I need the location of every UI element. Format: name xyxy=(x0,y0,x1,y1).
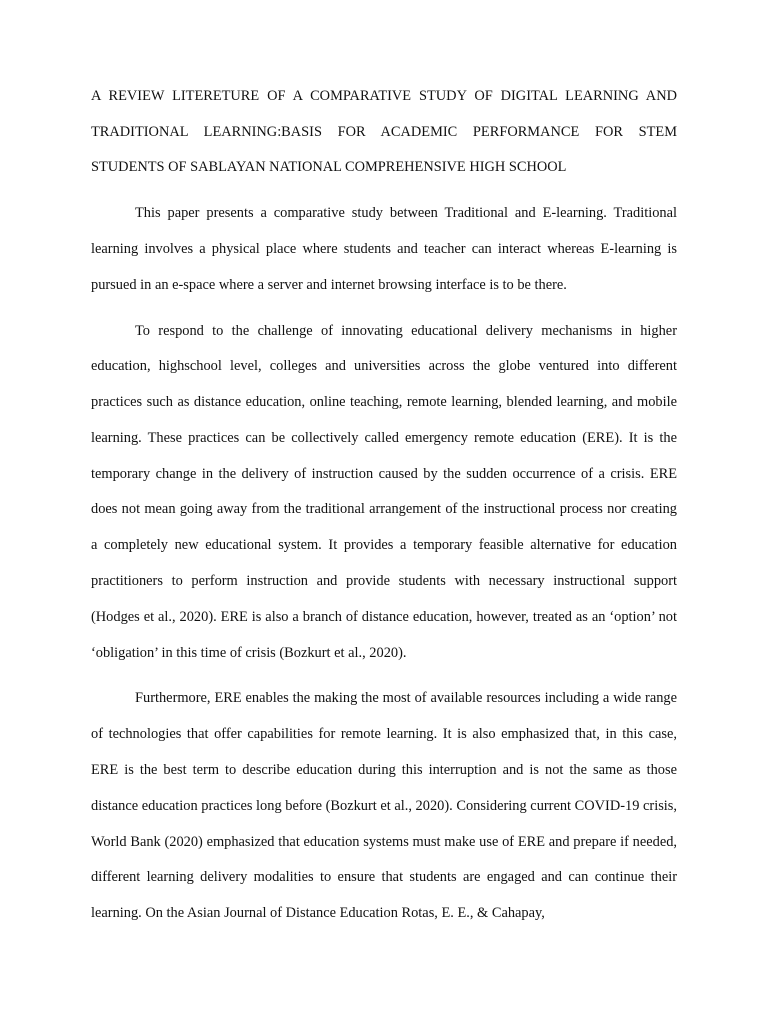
paragraph-intro: This paper presents a comparative study between Traditional and E-learning. Traditional learning involves a physical place where students and teacher can interact whereas E-learning is pursued in an e-space where a server and internet browsing interface is to be there. xyxy=(91,205,677,293)
paragraph-ere-resources: Furthermore, ERE enables the making the most of available resources including a wide range of technologies that offer capabilities for remote learning. It is also emphasized that, in this case, ERE is the best term to describe education during this interruption and is not the same as those distance education practices long before (Bozkurt et al., 2020). Considering current COVID-19 crisis, World Bank (2020) emphasized that education systems must make use of ERE and prepare if needed, different learning delivery modalities to ensure that students are engaged and can continue their learning. On the Asian Journal of Distance Education Rotas, E. E., & Cahapay, xyxy=(91,690,677,922)
document-body xyxy=(91,88,677,932)
paragraph-ere-definition: To respond to the challenge of innovating educational delivery mechanisms in higher education, highschool level, colleges and universities across the globe ventured into different practices such as distance education, online teaching, remote learning, blended learning, and mobile learning. These practices can be collectively called emergency remote education (ERE). It is the temporary change in the delivery of instruction caused by the sudden occurrence of a crisis. ERE does not mean going away from the traditional arrangement of the instructional process nor creating a completely new educational system. It provides a temporary feasible alternative for education practitioners to perform instruction and provide students with necessary instructional support (Hodges et al., 2020). ERE is also a branch of distance education, however, treated as an ‘option’ not ‘obligation’ in this time of crisis (Bozkurt et al., 2020). xyxy=(91,322,677,661)
document-title: A REVIEW LITERETURE OF A COMPARATIVE STUDY OF DIGITAL LEARNING AND TRADITIONAL LEARNING:BASIS FOR ACADEMIC PERFORMANCE FOR STEM STUDENTS OF SABLAYAN NATIONAL COMPREHENSIVE HIGH SCHOOL xyxy=(91,88,677,176)
